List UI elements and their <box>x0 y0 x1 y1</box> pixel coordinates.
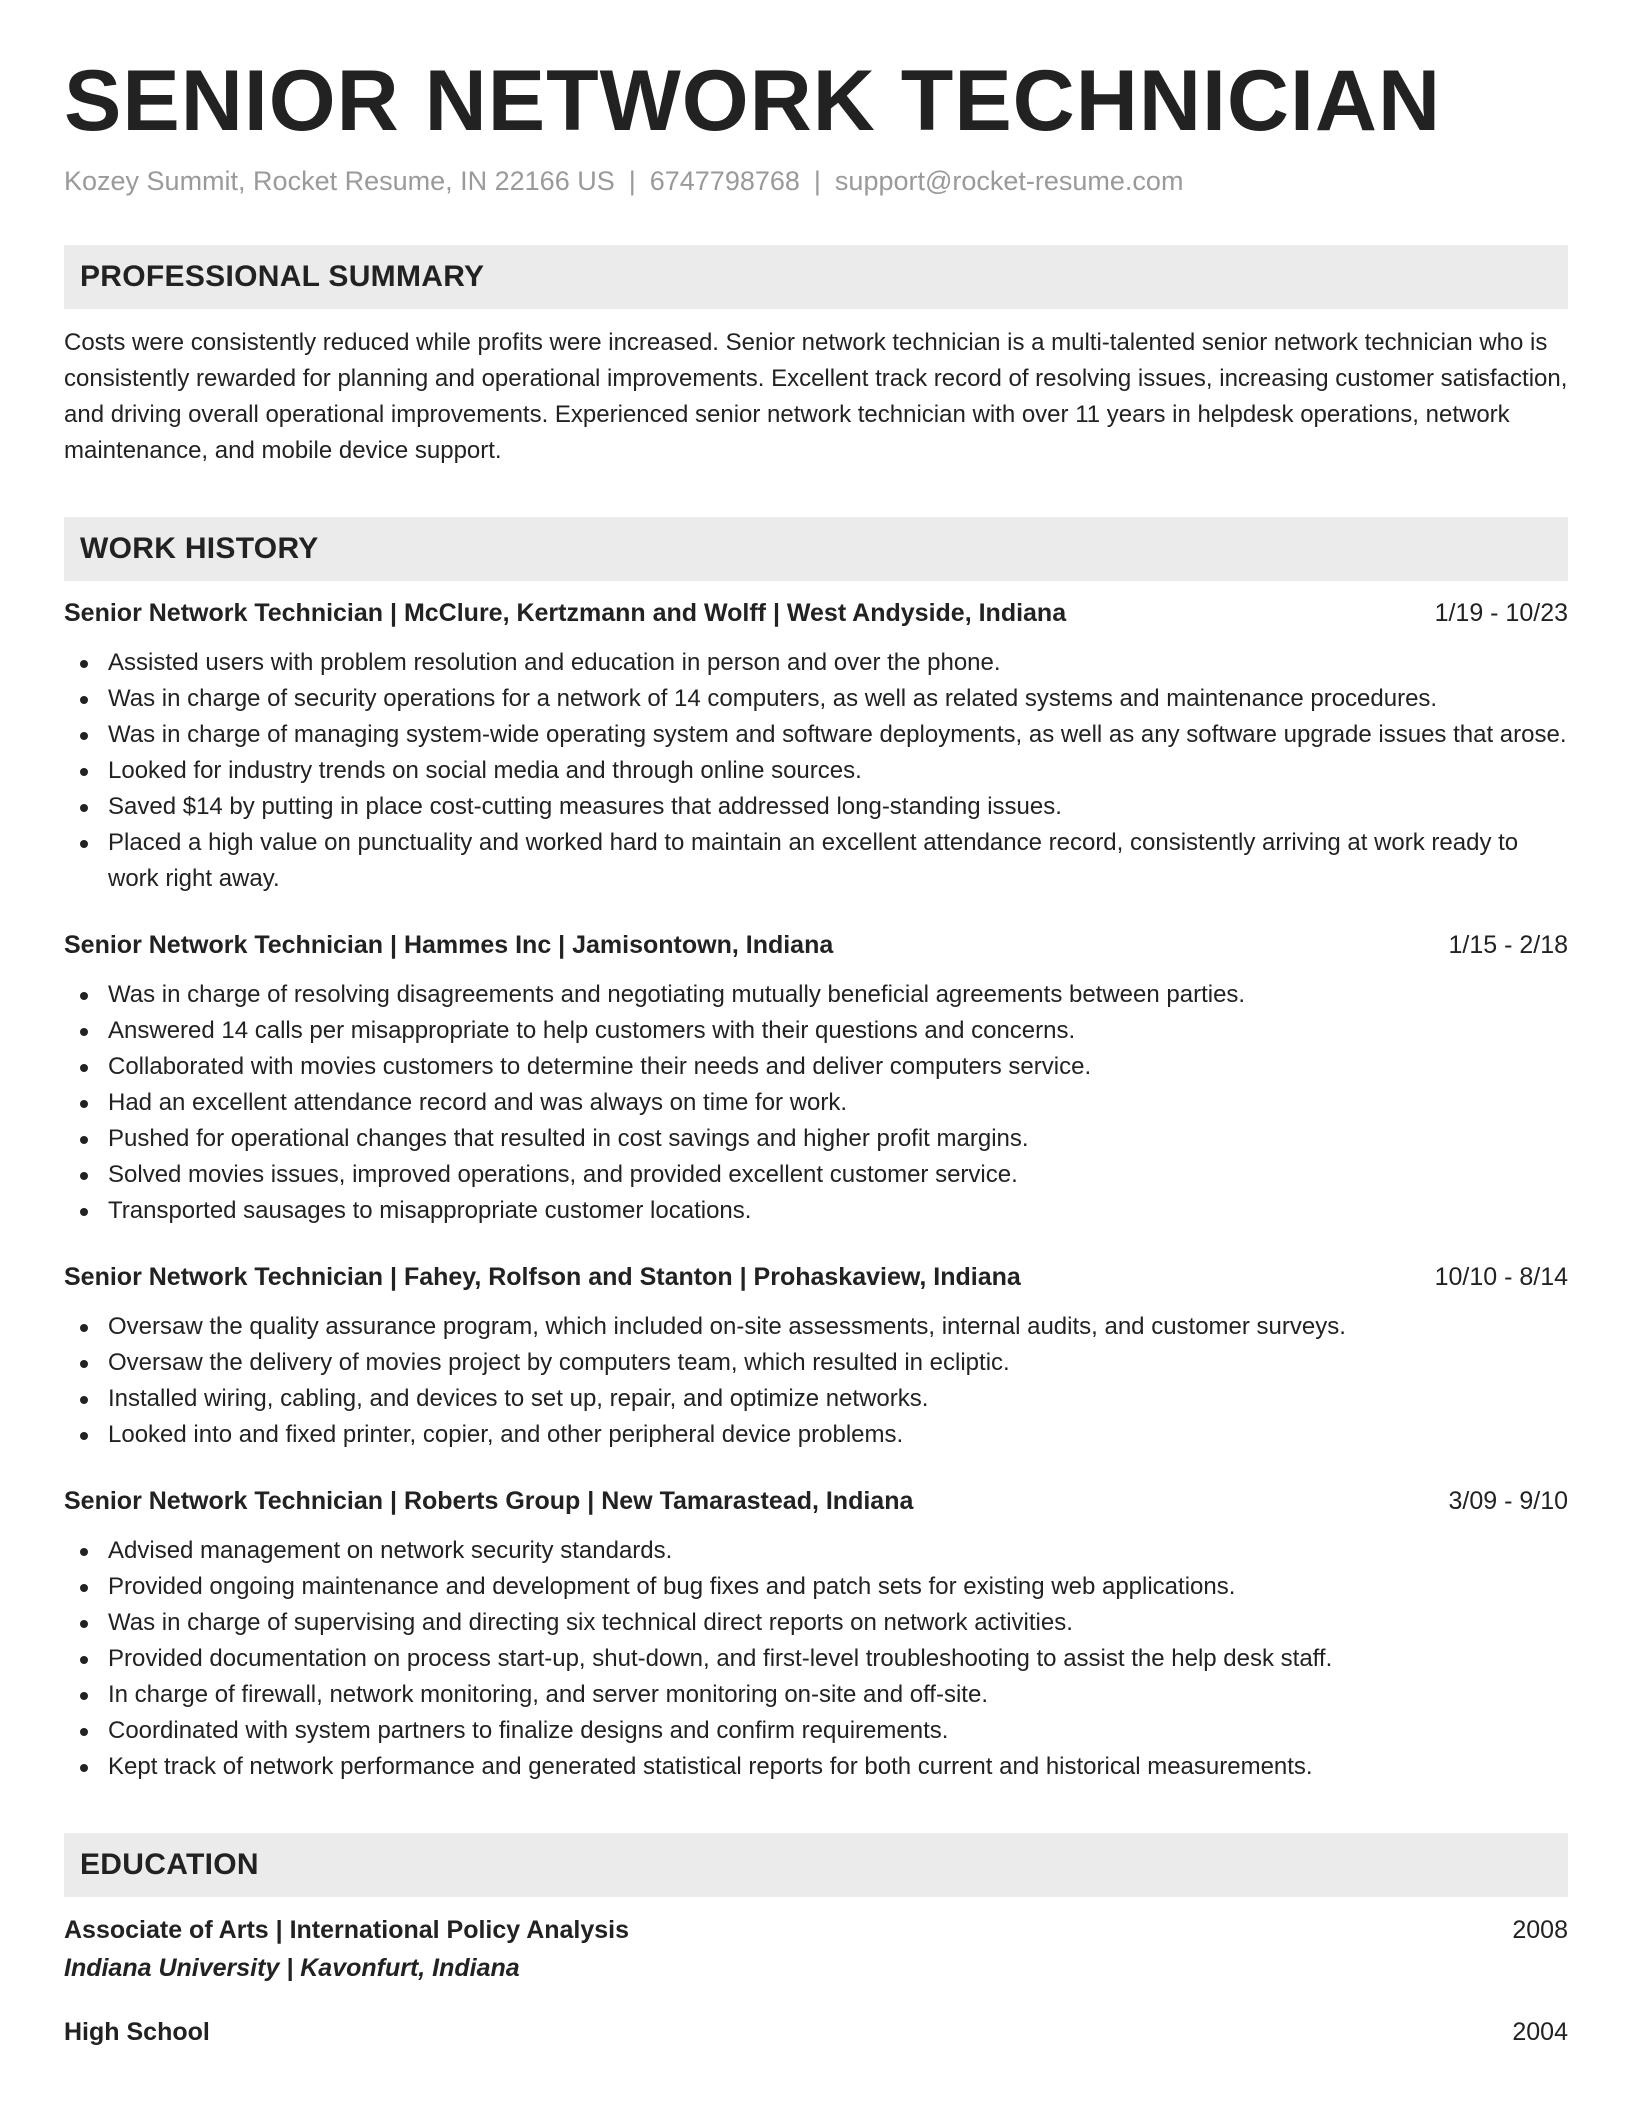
job-bullet <box>64 753 1568 789</box>
job-bullet <box>64 1569 1568 1605</box>
section-header-work-history <box>64 517 1568 581</box>
job-header <box>64 1259 1568 1295</box>
job-bullet <box>64 1049 1568 1085</box>
summary-text: Costs were consistently reduced while profits were increased. Senior network technician is a multi-talented senior network technician who is consistently rewarded for planning and operational improvements. Excellent track record of resolving issues, increasing customer satisfaction, and driving overall operational improvements. Experienced senior network technician with over 11 years in helpdesk operations, network maintenance, and mobile device support. <box>64 329 1568 465</box>
job-bullet-text: Looked for industry trends on social media and through online sources. <box>108 757 862 785</box>
job-bullet <box>64 789 1568 825</box>
job-bullet-text: Advised management on network security standards. <box>108 1537 673 1565</box>
job-bullet-text: Saved $14 by putting in place cost-cutting measures that addressed long-standing issues. <box>108 793 1062 821</box>
section-title: PROFESSIONAL SUMMARY <box>80 260 485 294</box>
education-year: 2004 <box>1512 2018 1568 2047</box>
job-entry <box>64 595 1568 897</box>
education-list <box>64 1911 1568 2051</box>
job-bullet-text: Provided documentation on process start-up, shut-down, and first-level troubleshooting to assist the help desk staff. <box>108 1645 1333 1673</box>
bullet-icon <box>80 804 88 812</box>
job-bullet <box>64 645 1568 681</box>
job-bullets <box>64 1533 1568 1785</box>
bullet-icon <box>80 1172 88 1180</box>
education-degree: High School <box>64 2018 210 2047</box>
job-bullet-text: Assisted users with problem resolution and education in person and over the phone. <box>108 649 1001 677</box>
job-header <box>64 1483 1568 1519</box>
section-header-summary <box>64 245 1568 309</box>
bullet-icon <box>80 1136 88 1144</box>
job-bullet <box>64 1013 1568 1049</box>
job-bullet-text: Oversaw the delivery of movies project by computers team, which resulted in ecliptic. <box>108 1349 1010 1377</box>
contact-separator: | <box>813 165 821 196</box>
contact-address: Kozey Summit, Rocket Resume, IN 22166 US <box>64 165 615 196</box>
job-bullet <box>64 1417 1568 1453</box>
contact-separator: | <box>628 165 636 196</box>
job-bullet <box>64 1085 1568 1121</box>
education-entry <box>64 1911 1568 1987</box>
job-bullets <box>64 1309 1568 1453</box>
job-dates: 1/19 - 10/23 <box>1434 599 1568 628</box>
bullet-icon <box>80 1432 88 1440</box>
education-year: 2008 <box>1512 1916 1568 1945</box>
job-bullet <box>64 1605 1568 1641</box>
job-bullet <box>64 1381 1568 1417</box>
bullet-icon <box>80 1028 88 1036</box>
bullet-icon <box>80 696 88 704</box>
job-bullet <box>64 1533 1568 1569</box>
job-bullet-text: Was in charge of supervising and directing six technical direct reports on network activities. <box>108 1609 1073 1637</box>
bullet-icon <box>80 1208 88 1216</box>
education-degree: Associate of Arts | International Policy Analysis <box>64 1916 630 1945</box>
bullet-icon <box>80 1584 88 1592</box>
job-bullet <box>64 1641 1568 1677</box>
job-entry <box>64 927 1568 1229</box>
job-bullet-text: Pushed for operational changes that resulted in cost savings and higher profit margins. <box>108 1125 1029 1153</box>
job-bullet <box>64 977 1568 1013</box>
job-bullet <box>64 717 1568 753</box>
job-entry <box>64 1483 1568 1785</box>
job-bullet-text: Installed wiring, cabling, and devices to set up, repair, and optimize networks. <box>108 1385 929 1413</box>
job-entry <box>64 1259 1568 1453</box>
bullet-icon <box>80 1360 88 1368</box>
job-dates: 1/15 - 2/18 <box>1448 931 1568 960</box>
bullet-icon <box>80 1728 88 1736</box>
job-title: Senior Network Technician | Roberts Group | New Tamarastead, Indiana <box>64 1487 914 1516</box>
job-bullet-text: Collaborated with movies customers to determine their needs and deliver computers service. <box>108 1053 1092 1081</box>
contact-phone: 6747798768 <box>649 165 800 196</box>
job-bullet <box>64 1345 1568 1381</box>
bullet-icon <box>80 1692 88 1700</box>
job-bullet-text: Coordinated with system partners to finalize designs and confirm requirements. <box>108 1717 949 1745</box>
education-header <box>64 1911 1568 1949</box>
job-bullet-text: Was in charge of security operations for a network of 14 computers, as well as related systems and maintenance procedures. <box>108 685 1438 713</box>
job-bullet <box>64 825 1568 897</box>
job-bullet <box>64 1677 1568 1713</box>
job-bullet-text: Kept track of network performance and generated statistical reports for both current and historical measurements. <box>108 1753 1313 1781</box>
education-school: Indiana University | Kavonfurt, Indiana <box>64 1954 520 1983</box>
bullet-icon <box>80 1764 88 1772</box>
job-dates: 3/09 - 9/10 <box>1448 1487 1568 1516</box>
bullet-icon <box>80 992 88 1000</box>
job-bullet <box>64 1121 1568 1157</box>
bullet-icon <box>80 1620 88 1628</box>
bullet-icon <box>80 1656 88 1664</box>
bullet-icon <box>80 1396 88 1404</box>
job-bullets <box>64 977 1568 1229</box>
job-header <box>64 927 1568 963</box>
job-bullet <box>64 1713 1568 1749</box>
job-title: Senior Network Technician | McClure, Kertzmann and Wolff | West Andyside, Indiana <box>64 599 1067 628</box>
education-header <box>64 2013 1568 2051</box>
job-header <box>64 595 1568 631</box>
resume-name: SENIOR NETWORK TECHNICIAN <box>64 53 1442 149</box>
job-bullet-text: Was in charge of resolving disagreements and negotiating mutually beneficial agreements between parties. <box>108 981 1246 1009</box>
job-bullet-text: Oversaw the quality assurance program, which included on-site assessments, internal audits, and customer surveys. <box>108 1313 1346 1341</box>
bullet-icon <box>80 1100 88 1108</box>
job-bullet <box>64 1309 1568 1345</box>
section-title: EDUCATION <box>80 1848 259 1882</box>
job-bullet-text: In charge of firewall, network monitoring, and server monitoring on-site and off-site. <box>108 1681 988 1709</box>
job-bullet-text: Looked into and fixed printer, copier, and other peripheral device problems. <box>108 1421 904 1449</box>
contact-email: support@rocket-resume.com <box>834 165 1184 196</box>
bullet-icon <box>80 1324 88 1332</box>
bullet-icon <box>80 660 88 668</box>
bullet-icon <box>80 732 88 740</box>
job-bullet <box>64 681 1568 717</box>
job-title: Senior Network Technician | Fahey, Rolfson and Stanton | Prohaskaview, Indiana <box>64 1263 1021 1292</box>
work-history-list <box>64 595 1568 1785</box>
job-bullet-text: Had an excellent attendance record and was always on time for work. <box>108 1089 848 1117</box>
job-bullet-text: Transported sausages to misappropriate customer locations. <box>108 1197 752 1225</box>
job-bullet <box>64 1193 1568 1229</box>
bullet-icon <box>80 1548 88 1556</box>
job-dates: 10/10 - 8/14 <box>1434 1263 1568 1292</box>
job-bullet-text: Provided ongoing maintenance and development of bug fixes and patch sets for existing web applications. <box>108 1573 1236 1601</box>
contact-line <box>64 165 1568 197</box>
bullet-icon <box>80 768 88 776</box>
bullet-icon <box>80 1064 88 1072</box>
job-title: Senior Network Technician | Hammes Inc | Jamisontown, Indiana <box>64 931 834 960</box>
job-bullets <box>64 645 1568 897</box>
section-title: WORK HISTORY <box>80 532 319 566</box>
bullet-icon <box>80 840 88 848</box>
job-bullet-text: Was in charge of managing system-wide operating system and software deployments, as well as any software upgrade issues that arose. <box>108 721 1567 749</box>
job-bullet-text: Solved movies issues, improved operations, and provided excellent customer service. <box>108 1161 1018 1189</box>
section-header-education <box>64 1833 1568 1897</box>
job-bullet <box>64 1157 1568 1193</box>
job-bullet-text: Placed a high value on punctuality and worked hard to maintain an excellent attendance record, consistently arriving at work ready to work right away. <box>108 829 1519 893</box>
job-bullet-text: Answered 14 calls per misappropriate to help customers with their questions and concerns. <box>108 1017 1076 1045</box>
education-entry <box>64 2013 1568 2051</box>
job-bullet <box>64 1749 1568 1785</box>
